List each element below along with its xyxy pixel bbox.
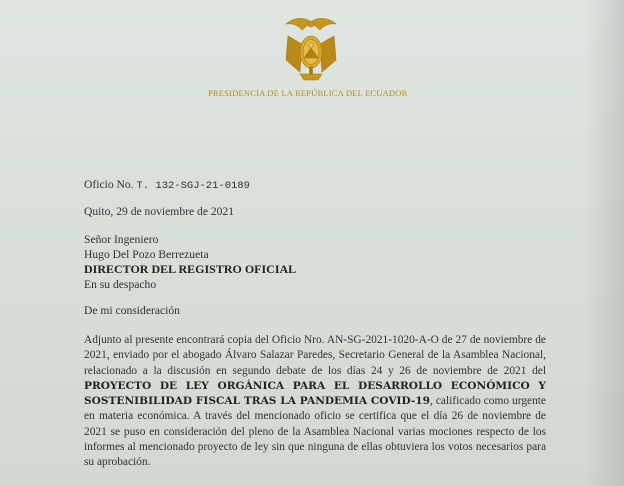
place-date: Quito, 29 de noviembre de 2021 xyxy=(84,205,235,218)
bill-title: PROYECTO DE LEY ORGÁNICA PARA EL DESARROLLO ECONÓMICO Y SOSTENIBILIDAD FISCAL TRAS LA PANDEMIA COVID-19 xyxy=(84,379,546,408)
salutation-title: Señor Ingeniero xyxy=(84,233,159,246)
page-shadow xyxy=(584,0,624,486)
greeting: De mi consideración xyxy=(84,304,180,317)
coat-of-arms-icon xyxy=(280,14,342,86)
institution-name: PRESIDENCIA DE LA REPÚBLICA DEL ECUADOR xyxy=(208,88,408,98)
recipient-location: En su despacho xyxy=(84,278,157,291)
recipient-role: DIRECTOR DEL REGISTRO OFICIAL xyxy=(84,262,297,276)
oficio-label: Oficio No. xyxy=(84,178,134,191)
body-text-part2: , calificado como urgente en materia económica. A través del mencionado oficio se certifica que el día 26 de noviembre de 2021 se puso en consideración del pleno de la Asamblea Nacional varias mociones respecto de los informes al mencionado proyecto de ley sin que ninguna de ellas obtuviera los votos necesarios para su aprobación. xyxy=(84,395,546,469)
oficio-number: T. 132-SGJ-21-0189 xyxy=(136,180,250,192)
body-paragraph xyxy=(84,333,546,471)
recipient-name: Hugo Del Pozo Berrezueta xyxy=(84,248,209,261)
oficio-reference xyxy=(84,178,250,192)
body-text-part1: Adjunto al presente encontrará copia del Oficio Nro. AN-SG-2021-1020-A-O de 27 de noviembre de 2021, enviado por el abogado Álvaro Salazar Paredes, Secretario General de la Asamblea Nacional, relacionado a la discusión en segundo debate de los días 24 y 26 de noviembre de 2021 del xyxy=(84,334,546,377)
